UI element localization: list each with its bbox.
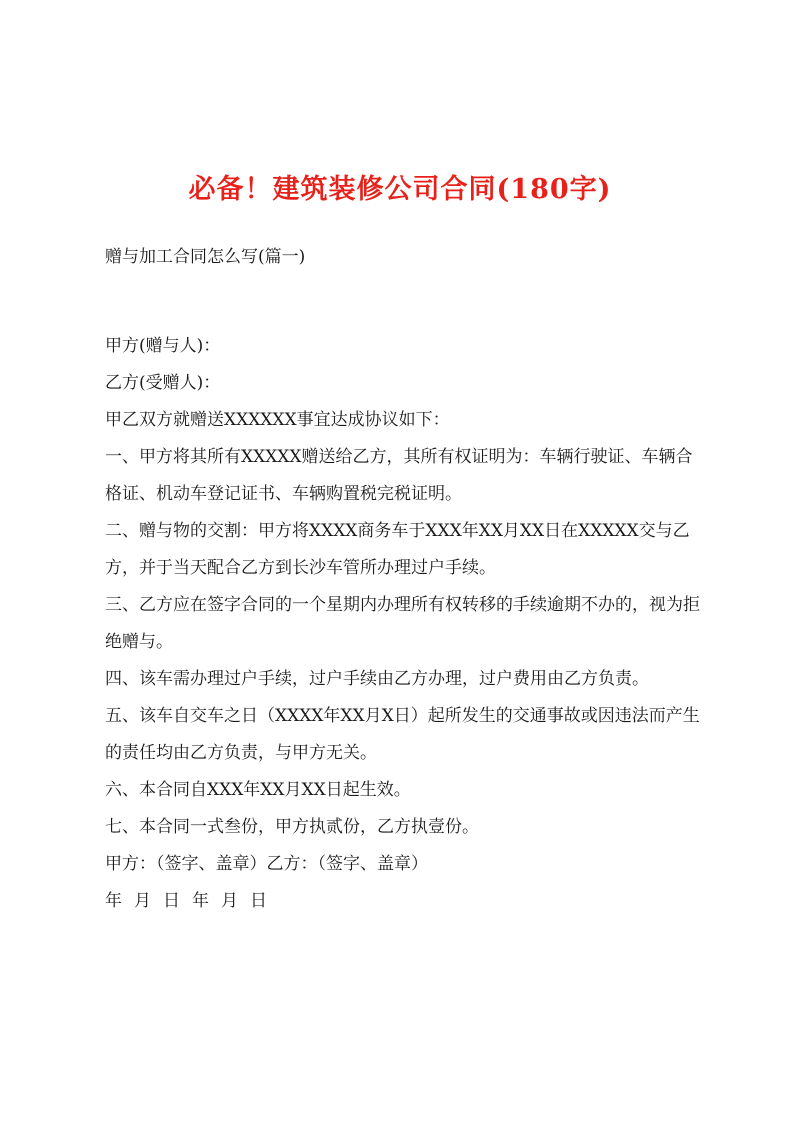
party-a-line: 甲方(赠与人)： [105, 336, 221, 356]
date-line [105, 883, 705, 920]
date-day-a: 日 [163, 891, 180, 911]
contract-body [105, 328, 705, 920]
clause-4: 四、该车需办理过户手续，过户手续由乙方办理，过户费用由乙方负责。 [105, 669, 649, 689]
clause-2: 二、赠与物的交割：甲方将XXXX商务车于XXX年XX月XX日在XXXXX交与乙方，并于当天配合乙方到长沙车管所办理过户手续。 [105, 521, 690, 578]
clause-1: 一、甲方将其所有XXXXX赠送给乙方，其所有权证明为：车辆行驶证、车辆合格证、机动车登记证书、车辆购置税完税证明。 [105, 447, 693, 504]
document-title: 必备！建筑装修公司合同(180字) [188, 174, 612, 205]
clause-5: 五、该车自交车之日（XXXX年XX月X日）起所发生的交通事故或因违法而产生的责任均由乙方负责，与甲方无关。 [105, 706, 700, 763]
clause-6: 六、本合同自XXX年XX月XX日起生效。 [105, 780, 411, 800]
date-day-b: 日 [250, 891, 267, 911]
signature-line: 甲方：（签字、盖章）乙方：（签字、盖章） [105, 854, 428, 874]
clause-3: 三、乙方应在签字合同的一个星期内办理所有权转移的手续逾期不办的，视为拒绝赠与。 [105, 595, 700, 652]
party-b-line: 乙方(受赠人)： [105, 373, 221, 393]
clause-7: 七、本合同一式叁份，甲方执贰份，乙方执壹份。 [105, 817, 479, 837]
date-month-b: 月 [221, 891, 238, 911]
intro-line: 甲乙双方就赠送XXXXXX事宜达成协议如下： [105, 410, 450, 430]
document-subtitle: 赠与加工合同怎么写(篇一) [105, 247, 306, 267]
date-month-a: 月 [134, 891, 151, 911]
date-year-a: 年 [105, 891, 122, 911]
date-year-b: 年 [192, 891, 209, 911]
